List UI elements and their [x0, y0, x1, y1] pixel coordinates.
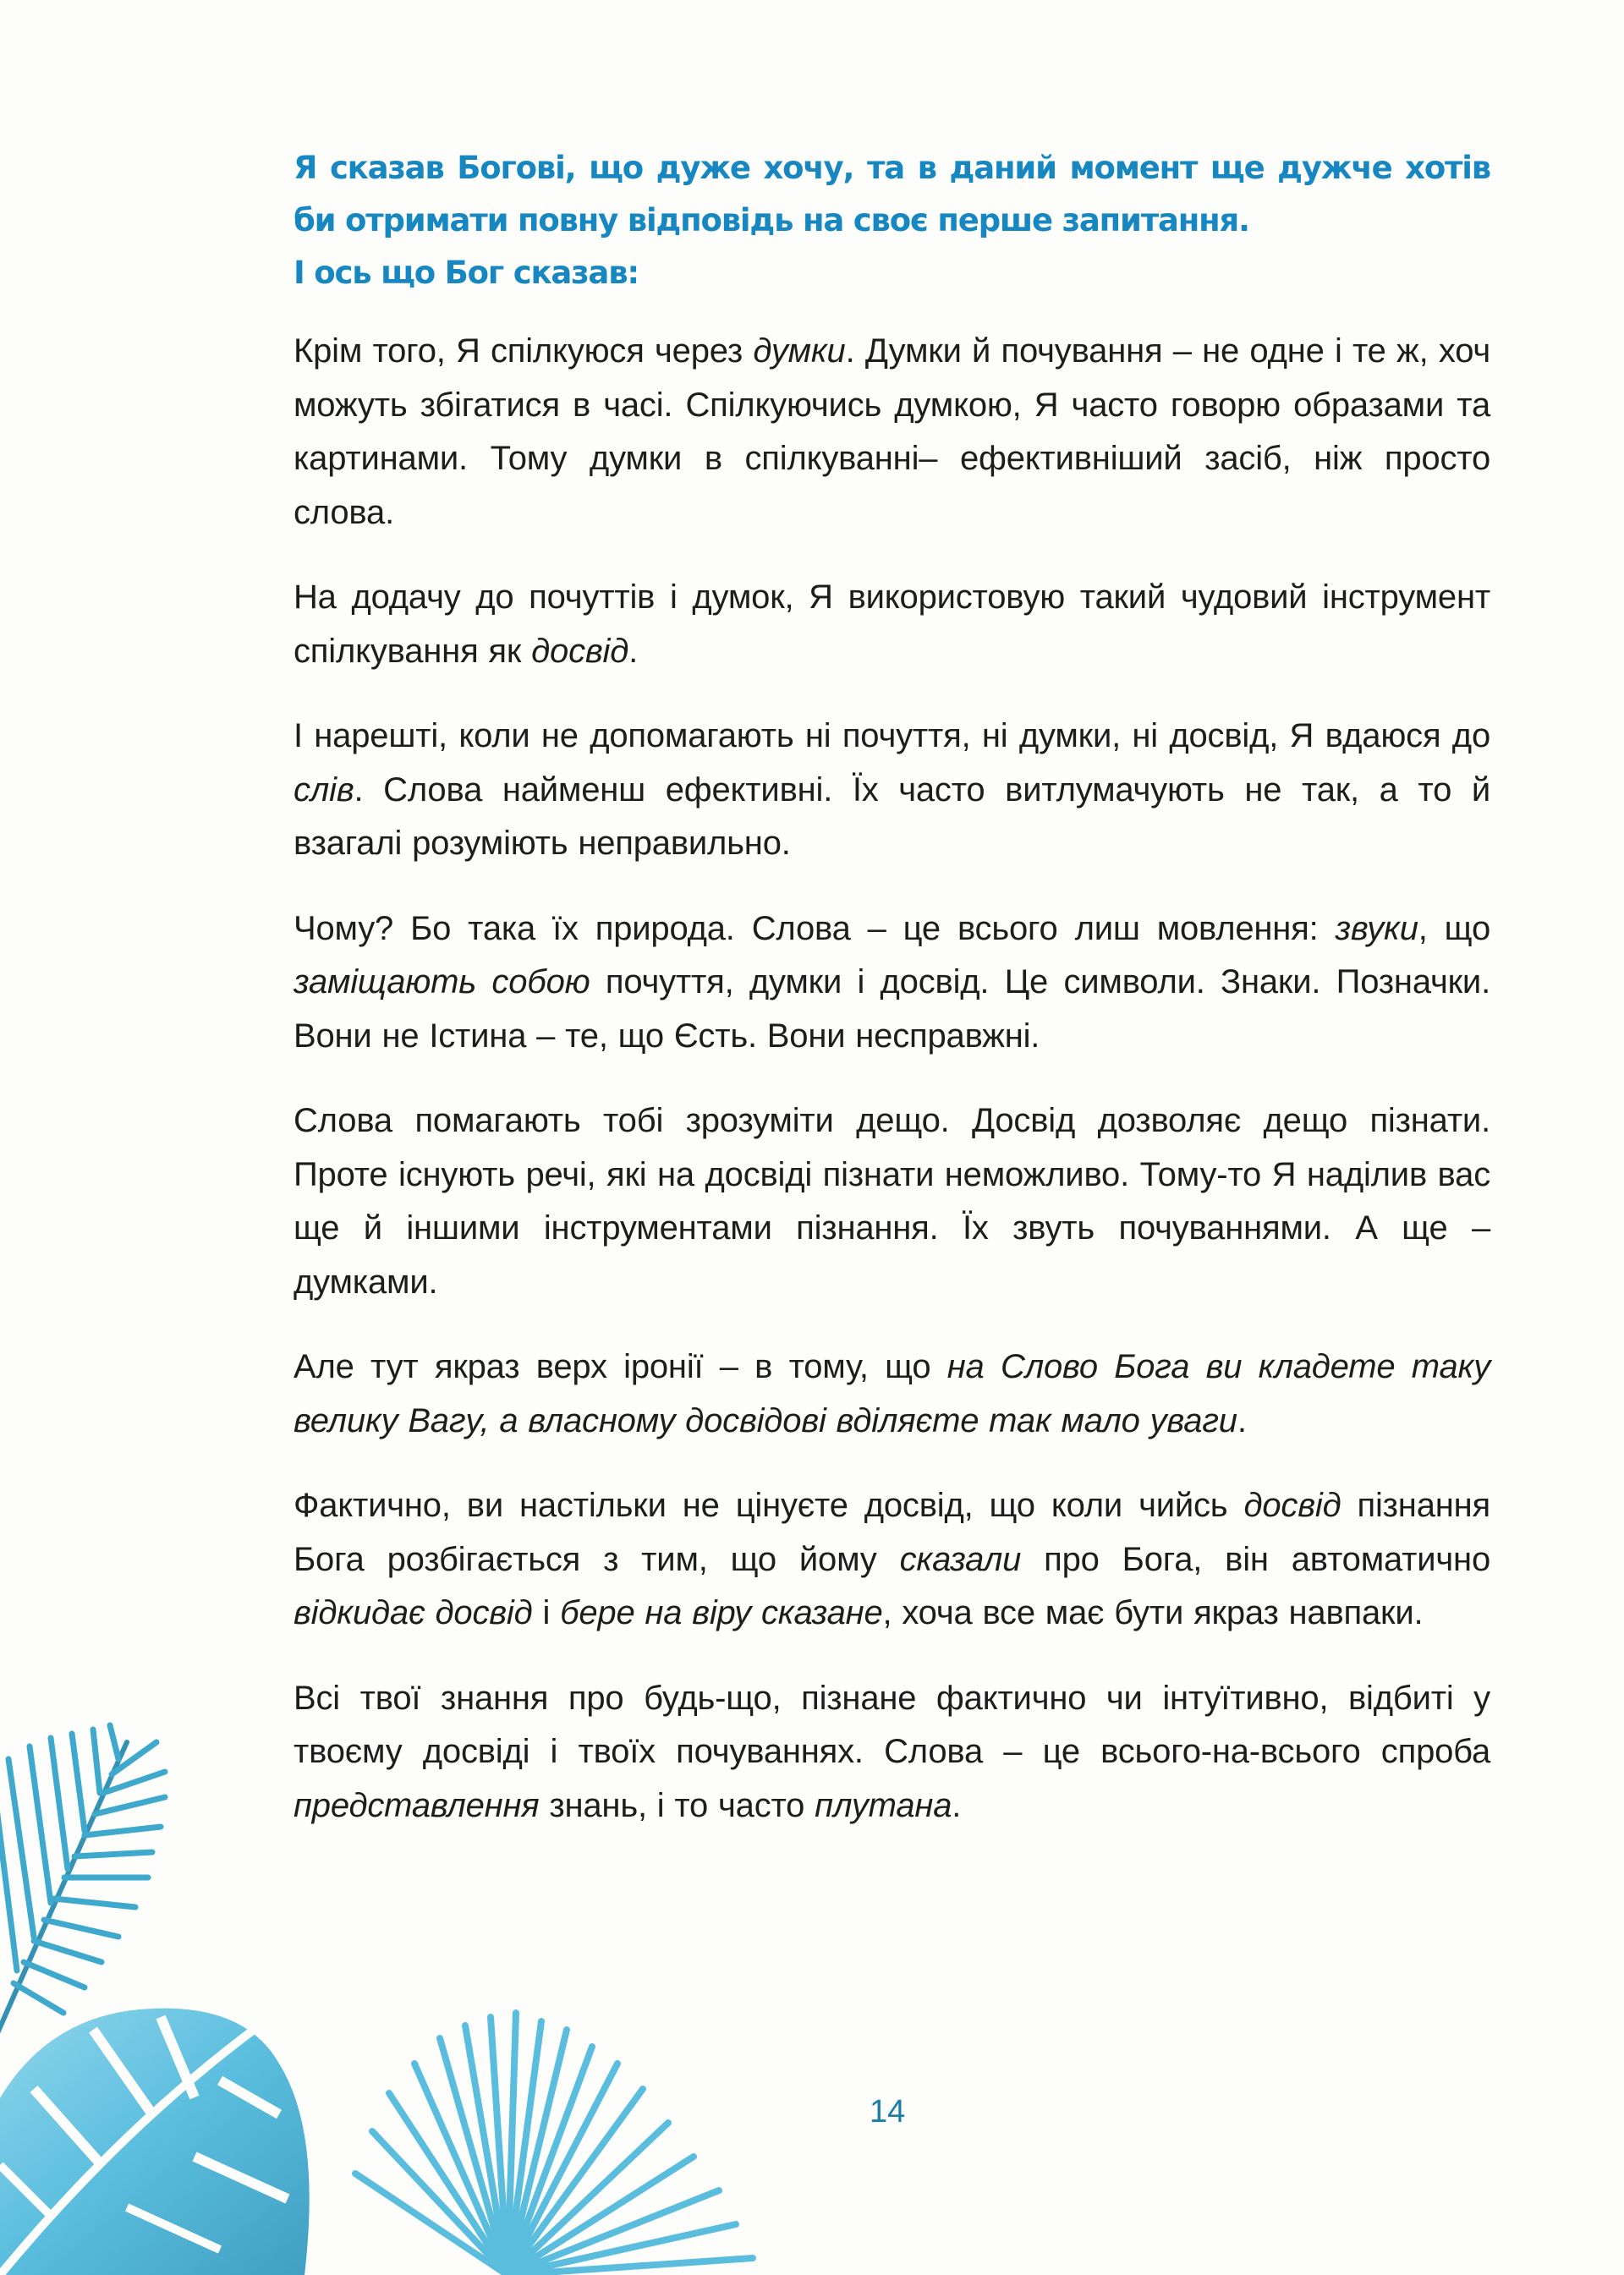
body-paragraph — [294, 1672, 1490, 1834]
body-paragraph — [294, 710, 1490, 871]
body-text: Але тут якраз верх іронії – в тому, що — [294, 1348, 947, 1385]
body-text: І нарешті, коли не допомагають ні почуття, ні думки, ні досвід, Я вдаюся до — [294, 717, 1490, 754]
body-text: Крім того, Я спілкуюся через — [294, 332, 754, 370]
body-text: Фактично, ви настільки не цінуєте досвід, що коли чийсь — [294, 1487, 1244, 1524]
body-text: . — [952, 1786, 962, 1824]
body-text: і — [532, 1594, 561, 1631]
body-text: знань, і то часто — [539, 1786, 815, 1824]
body-paragraph — [294, 1094, 1490, 1309]
emphasis-text: заміщають собою — [294, 963, 590, 1000]
emphasis-text: представлення — [294, 1786, 540, 1824]
body-paragraph — [294, 1479, 1490, 1641]
body-text: Всі твої знання про будь-що, пізнане фактично чи інтуїтивно, відбиті у твоєму досвіді і твоїх почуваннях. Слова – це всього-на-всього спроба — [294, 1679, 1490, 1770]
body-paragraph — [294, 571, 1490, 678]
emphasis-text: на Слово Бога ви кладете таку велику Вагу, а власному досвідові вділяєте так мало уваги — [294, 1348, 1490, 1439]
emphasis-text: думки — [753, 332, 846, 370]
monstera-leaf-icon — [0, 2009, 310, 2275]
body-text: . — [1237, 1401, 1247, 1439]
body-paragraph — [294, 1340, 1490, 1448]
body-text: . Думки й почування – не одне і те ж, хоч можуть збігатися в часі. Спілкуючись думкою, Я часто говорю образами та картинами. Тому думки в спілкуванні– ефективніший засіб, ніж просто слова. — [294, 332, 1491, 531]
body-text: почуття, думки і досвід. Це символи. Знаки. Позначки. Вони не Істина – те, що Єсть. Вони несправжні. — [294, 963, 1490, 1055]
body-text: пізнання Бога розбігається з тим, що йому — [294, 1487, 1490, 1578]
page-number: 14 — [870, 2094, 906, 2130]
emphasis-text: досвід — [531, 632, 629, 670]
body-paragraph — [294, 902, 1490, 1064]
body-text: , що — [1418, 909, 1490, 947]
body-text: Слова помагають тобі зрозуміти дещо. Досвід дозволяє дещо пізнати. Проте існують речі, які на досвіді пізнати неможливо. Тому-то Я наділив вас ще й іншими інструментами пізнання. Їх звуть почуваннями. А ще – думками. — [294, 1102, 1490, 1301]
heading-line: І ось що Бог сказав: — [294, 255, 639, 291]
body-text: . — [628, 632, 639, 670]
body-text: Чому? Бо така їх природа. Слова – це всього лиш мовлення: — [294, 909, 1336, 947]
body-paragraphs — [294, 325, 1490, 1833]
page-content — [294, 142, 1490, 1864]
body-text: На додачу до почуттів і думок, Я використовую такий чудовий інструмент спілкування як — [294, 578, 1490, 670]
question-heading — [294, 142, 1490, 299]
heading-line: Я сказав Богові, що дуже хочу, та в даний момент ще дужче хотів би отримати повну відповідь на своє перше запитання. — [294, 150, 1490, 238]
emphasis-text: слів — [294, 770, 354, 809]
emphasis-text: відкидає досвід — [294, 1594, 533, 1631]
body-text: , хоча все має бути якраз навпаки. — [882, 1594, 1424, 1631]
body-paragraph — [294, 325, 1490, 540]
emphasis-text: досвід — [1243, 1487, 1341, 1524]
emphasis-text: бере на віру сказане — [560, 1594, 883, 1631]
emphasis-text: звуки — [1335, 909, 1418, 947]
body-text: . Слова найменш ефективні. Їх часто витлумачують не так, а то й взагалі розуміють неправильно. — [294, 770, 1490, 862]
fan-palm-leaf-icon — [355, 2013, 753, 2275]
emphasis-text: сказали — [899, 1540, 1022, 1578]
fern-leaf-icon — [0, 1725, 165, 2047]
emphasis-text: плутана — [815, 1786, 952, 1824]
body-text: про Бога, він автоматично — [1021, 1540, 1490, 1578]
